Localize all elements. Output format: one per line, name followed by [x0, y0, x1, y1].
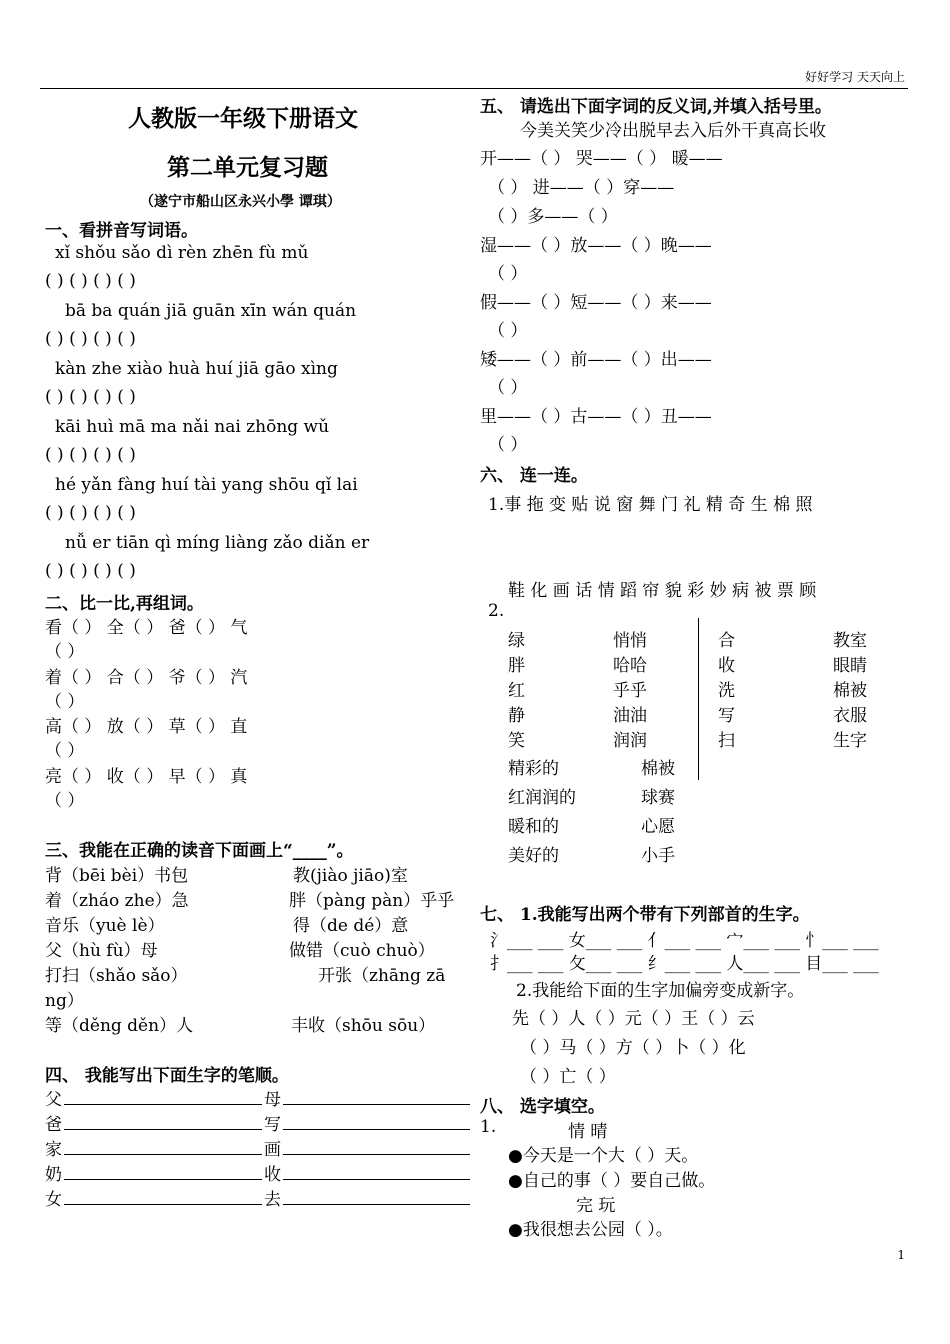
- stroke-char: 家: [45, 1140, 62, 1160]
- doc-author: （遂宁市船山区永兴小學 谭琪）: [140, 194, 341, 210]
- match-item: 扫: [718, 731, 735, 751]
- match-item: 静: [508, 706, 525, 726]
- reading-item: 开张（zhāng zā: [318, 966, 446, 986]
- stroke-line: [64, 1204, 262, 1205]
- compare-row-wrap: （ ）: [45, 642, 85, 662]
- section1-heading: 一、看拼音写词语。: [45, 221, 198, 241]
- match-item: 精彩的: [508, 759, 559, 779]
- reading-item: 丰收（shōu sōu）: [291, 1016, 436, 1036]
- match-item: 红润润的: [508, 788, 576, 808]
- reading-item: 着（zháo zhe）急: [45, 891, 189, 911]
- match-row-top: 1.事 拖 变 贴 说 窗 舞 门 礼 精 奇 生 棉 照: [488, 495, 813, 515]
- section7-heading: 七、 1.我能写出两个带有下列部首的生字。: [480, 905, 810, 925]
- stroke-char: 父: [45, 1090, 62, 1110]
- reading-item: 打扫（shǎo sǎo）: [45, 966, 188, 986]
- column-divider: [698, 618, 699, 780]
- section4-heading: 四、 我能写出下面生字的笔顺。: [45, 1066, 289, 1086]
- doc-subtitle: 第二单元复习题: [167, 154, 328, 181]
- section5-heading: 五、 请选出下面字词的反义词,并填入括号里。: [480, 97, 832, 117]
- bracket-row: ( ) ( ) ( ) ( ): [45, 445, 136, 465]
- compare-row-wrap: （ ）: [45, 692, 85, 712]
- compare-row: 着（ ） 合（ ） 爷（ ） 汽: [45, 668, 248, 688]
- reading-item-wrap: ng）: [45, 991, 84, 1011]
- stroke-char: 收: [264, 1165, 281, 1185]
- compare-row-wrap: （ ）: [45, 791, 85, 811]
- stroke-char: 女: [45, 1190, 62, 1210]
- match-item: 洗: [718, 681, 735, 701]
- match-item: 胖: [508, 656, 525, 676]
- fill-question: ●我很想去公园（ ）。: [508, 1220, 673, 1240]
- match-item: 小手: [641, 846, 675, 866]
- stroke-char: 母: [264, 1090, 281, 1110]
- match-item: 哈哈: [613, 656, 647, 676]
- match-item: 绿: [508, 631, 525, 651]
- match-item: 乎乎: [613, 681, 647, 701]
- pinyin-row: hé yǎn fàng huí tài yang shōu qǐ lai: [55, 475, 358, 495]
- match-item: 眼睛: [833, 656, 867, 676]
- reading-item: 胖（pàng pàn）乎乎: [289, 891, 455, 911]
- page-number: 1: [897, 1248, 905, 1262]
- subquestion: 2.我能给下面的生字加偏旁变成新字。: [516, 981, 805, 1001]
- stroke-line: [64, 1129, 262, 1130]
- compare-row-wrap: （ ）: [45, 741, 85, 761]
- stroke-line: [64, 1104, 262, 1105]
- pinyin-row: kāi huì mā ma nǎi nai zhōng wǔ: [55, 417, 330, 437]
- page-header: 好好学习 天天向上: [805, 70, 905, 84]
- antonym-line: 假——（ ）短——（ ）来——: [480, 293, 712, 313]
- section2-heading: 二、比一比,再组词。: [45, 594, 204, 614]
- pinyin-row: bā ba quán jiā guān xīn wán quán: [65, 301, 357, 321]
- doc-title: 人教版一年级下册语文: [128, 105, 358, 132]
- section3-heading: 三、我能在正确的读音下面画上“____”。: [45, 841, 354, 861]
- radical-add-line: 先（ ）人（ ）元（ ）王（ ）云: [512, 1009, 755, 1029]
- char-pair: 完 玩: [576, 1196, 616, 1216]
- stroke-line: [64, 1154, 262, 1155]
- stroke-char: 去: [264, 1190, 281, 1210]
- fill-question: ●自己的事（ ）要自己做。: [508, 1171, 716, 1191]
- antonym-line: （ ）: [488, 264, 528, 284]
- antonym-line: （ ）: [488, 321, 528, 341]
- reading-item: 背（bēi bèi）书包: [45, 866, 189, 886]
- stroke-char: 写: [264, 1115, 281, 1135]
- bracket-row: ( ) ( ) ( ) ( ): [45, 329, 136, 349]
- match-item: 润润: [613, 731, 647, 751]
- match-item: 收: [718, 656, 735, 676]
- reading-item: 教(jiào jiāo)室: [293, 866, 408, 886]
- match-item: 红: [508, 681, 525, 701]
- reading-item: 得（de dé）意: [293, 916, 409, 936]
- match-item: 教室: [833, 631, 867, 651]
- antonym-line: 开——（ ） 哭——（ ） 暖——: [480, 149, 723, 169]
- stroke-line: [283, 1154, 470, 1155]
- reading-item: 做错（cuò chuò）: [289, 941, 435, 961]
- match-item: 棉被: [833, 681, 867, 701]
- match-item: 合: [718, 631, 735, 651]
- match-item: 悄悄: [613, 631, 647, 651]
- stroke-line: [283, 1179, 470, 1180]
- char-pair: 情 晴: [568, 1122, 608, 1142]
- compare-row: 亮（ ） 收（ ） 早（ ） 真: [45, 767, 248, 787]
- radical-add-line: （ ）马（ ）方（ ）卜（ ）化: [520, 1038, 746, 1058]
- section6-heading: 六、 连一连。: [480, 466, 588, 486]
- antonym-line: （ ）: [488, 435, 528, 455]
- match-item: 心愿: [641, 817, 675, 837]
- bracket-row: ( ) ( ) ( ) ( ): [45, 503, 136, 523]
- match-item: 美好的: [508, 846, 559, 866]
- question-num: 1.: [480, 1117, 497, 1137]
- section8-heading: 八、 选字填空。: [480, 1097, 605, 1117]
- antonym-line: （ ）: [488, 378, 528, 398]
- match-item: 生字: [833, 731, 867, 751]
- radical-line: 氵___ ___ 女___ ___ 亻___ ___ 宀___ ___ 忄___ ___: [490, 931, 879, 951]
- stroke-char: 爸: [45, 1115, 62, 1135]
- bracket-row: ( ) ( ) ( ) ( ): [45, 271, 136, 291]
- bracket-row: ( ) ( ) ( ) ( ): [45, 561, 136, 581]
- radical-add-line: （ ）亡（ ）: [520, 1067, 616, 1087]
- stroke-line: [64, 1179, 262, 1180]
- match-item: 写: [718, 706, 735, 726]
- compare-row: 高（ ） 放（ ） 草（ ） 直: [45, 717, 248, 737]
- reading-item: 父（hù fù）母: [45, 941, 158, 961]
- stroke-line: [283, 1204, 470, 1205]
- match-item: 球赛: [641, 788, 675, 808]
- stroke-char: 画: [264, 1140, 281, 1160]
- fill-question: ●今天是一个大（ ）天。: [508, 1146, 699, 1166]
- match-item: 衣服: [833, 706, 867, 726]
- stroke-line: [283, 1129, 470, 1130]
- antonym-line: 里——（ ）古——（ ）丑——: [480, 407, 712, 427]
- reading-item: 音乐（yuè lè）: [45, 916, 165, 936]
- header-rule: [40, 88, 908, 89]
- stroke-line: [283, 1104, 470, 1105]
- radical-line: 扌___ ___ 攵___ ___ 纟___ ___ 人___ ___ 目___ ___: [490, 954, 879, 974]
- match-row-bottom: 鞋 化 画 话 情 蹈 帘 貌 彩 妙 病 被 票 顾: [508, 581, 817, 601]
- match-item: 棉被: [641, 759, 675, 779]
- antonym-line: （ ） 进——（ ）穿——: [488, 178, 675, 198]
- match-item: 暖和的: [508, 817, 559, 837]
- stroke-char: 奶: [45, 1165, 62, 1185]
- pinyin-row: xǐ shǒu sǎo dì rèn zhēn fù mǔ: [55, 243, 309, 263]
- compare-row: 看（ ） 全（ ） 爸（ ） 气: [45, 618, 248, 638]
- match-num: 2.: [488, 601, 505, 621]
- match-item: 笑: [508, 731, 525, 751]
- bracket-row: ( ) ( ) ( ) ( ): [45, 387, 136, 407]
- antonym-line: （ ）多——（ ）: [488, 207, 618, 227]
- pinyin-row: kàn zhe xiào huà huí jiā gāo xìng: [55, 359, 338, 379]
- pinyin-row: nǚ er tiān qì míng liàng zǎo diǎn er: [65, 533, 370, 553]
- antonym-line: 湿——（ ）放——（ ）晚——: [480, 236, 712, 256]
- reading-item: 等（děng děn）人: [45, 1016, 194, 1036]
- antonym-line: 矮——（ ）前——（ ）出——: [480, 350, 712, 370]
- match-item: 油油: [613, 706, 647, 726]
- word-bank: 今美关笑少冷出脱早去入后外干真高长收: [520, 121, 826, 141]
